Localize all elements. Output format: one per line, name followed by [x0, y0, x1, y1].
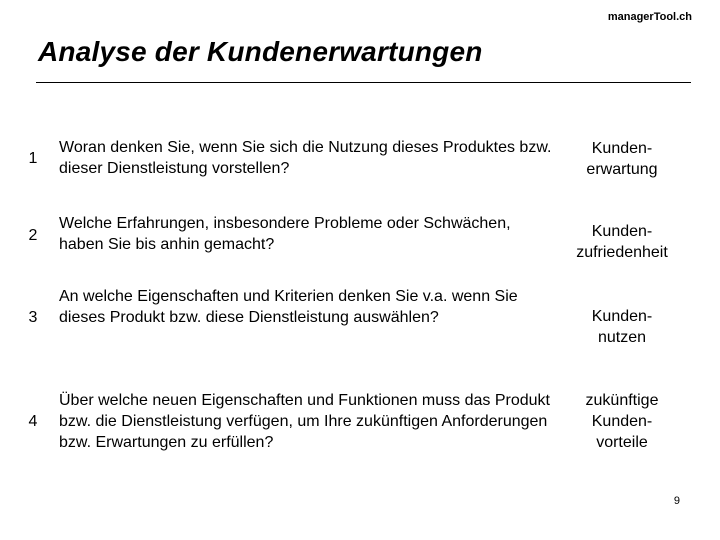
row-number: 1 [28, 150, 38, 167]
page-number: 9 [673, 495, 680, 507]
question-text: Über welche neuen Eigenschaften und Funktionen muss das Produkt bzw. die Dienstleistung verfügen, um Ihre zukünftigen Anforderungen bzw. Erwartungen zu erfüllen? [59, 392, 550, 451]
brand-label: managerTool.ch [607, 11, 692, 23]
keyword-label: Kunden- zufriedenheit [576, 223, 668, 261]
row-number: 4 [28, 413, 38, 430]
question-text: Welche Erfahrungen, insbesondere Probleme oder Schwächen, haben Sie bis anhin gemacht? [59, 215, 511, 253]
question-text: An welche Eigenschaften und Kriterien denken Sie v.a. wenn Sie dieses Produkt bzw. diese Dienstleistung auswählen? [59, 288, 518, 326]
row-number: 2 [28, 227, 38, 244]
question-text: Woran denken Sie, wenn Sie sich die Nutzung dieses Produktes bzw. dieser Dienstleistung vorstellen? [59, 139, 552, 177]
keyword-label: zukünftige Kunden- vorteile [585, 392, 659, 451]
keyword-label: Kunden- erwartung [586, 140, 658, 178]
keyword-label: Kunden- nutzen [591, 308, 653, 346]
title-divider [36, 82, 691, 83]
row-number: 3 [28, 309, 38, 326]
page-title: Analyse der Kundenerwartungen [38, 36, 483, 67]
